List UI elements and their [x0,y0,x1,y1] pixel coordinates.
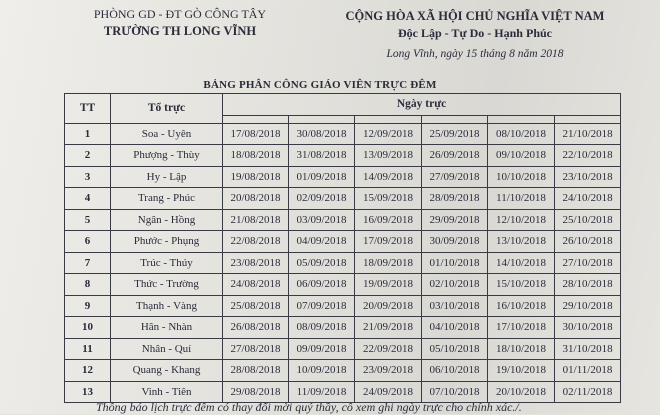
duty-date: 29/10/2018 [555,295,621,317]
duty-date: 11/10/2018 [488,188,555,210]
duty-date: 04/09/2018 [289,231,355,253]
duty-date: 18/09/2018 [355,252,422,274]
duty-date: 13/09/2018 [355,145,422,167]
duty-date: 28/08/2018 [223,360,289,382]
duty-date: 04/10/2018 [422,317,488,339]
roster-body [65,123,621,403]
table-row [65,145,621,167]
duty-date: 19/09/2018 [355,274,422,296]
duty-date: 09/10/2018 [488,145,555,167]
header-tt: TT [65,94,111,124]
duty-date: 31/10/2018 [555,338,621,360]
row-number: 1 [65,123,111,145]
table-row [65,252,621,274]
duty-date: 31/08/2018 [289,145,355,167]
row-number: 13 [65,381,111,403]
duty-date: 16/10/2018 [488,295,555,317]
duty-date: 21/09/2018 [355,317,422,339]
duty-date: 02/11/2018 [555,381,621,403]
team-name: Nhân - Quí [111,338,223,360]
duty-date: 24/10/2018 [555,188,621,210]
duty-date: 30/10/2018 [555,317,621,339]
table-row [65,166,621,188]
duty-date: 03/09/2018 [289,209,355,231]
duty-date: 24/09/2018 [355,381,422,403]
duty-date: 07/10/2018 [422,381,488,403]
team-name: Hân - Nhàn [111,317,223,339]
row-number: 7 [65,252,111,274]
row-number: 11 [65,338,111,360]
duty-date: 07/09/2018 [289,295,355,317]
team-name: Thức - Trường [111,274,223,296]
duty-date: 27/08/2018 [223,338,289,360]
duty-date: 16/09/2018 [355,209,422,231]
department-name: PHÒNG GD - ĐT GÒ CÔNG TÂY [93,7,267,21]
header-spacer [488,115,555,123]
duty-date: 20/09/2018 [355,295,422,317]
duty-date: 03/10/2018 [422,295,488,317]
duty-date: 22/09/2018 [355,338,422,360]
header-spacer [289,115,355,123]
duty-date: 15/10/2018 [488,274,555,296]
row-number: 4 [65,188,111,210]
duty-date: 24/08/2018 [223,274,289,296]
duty-date: 09/09/2018 [289,338,355,360]
table-row [65,360,621,382]
duty-date: 29/08/2018 [223,381,289,403]
duty-date: 27/09/2018 [422,166,488,188]
header-spacer [223,115,289,123]
table-row [65,295,621,317]
duty-date: 17/09/2018 [355,231,422,253]
duty-date: 12/09/2018 [355,123,422,145]
duty-date: 17/08/2018 [223,123,289,145]
duty-date: 21/10/2018 [555,123,621,145]
duty-date: 01/11/2018 [555,360,621,382]
duty-date: 26/10/2018 [555,231,621,253]
row-number: 10 [65,317,111,339]
duty-date: 23/10/2018 [555,166,621,188]
duty-date: 01/10/2018 [422,252,488,274]
national-motto: Độc Lập - Tự Do - Hạnh Phúc [397,26,552,40]
footer-note: Thông báo lịch trực đêm có thay đổi mời quý thầy, cô xem ghi ngày trực cho chính xác./. [96,400,522,414]
table-row [65,123,621,145]
school-name: TRƯỜNG TH LONG VĨNH [103,24,257,38]
table-row [65,317,621,339]
duty-date: 20/10/2018 [488,381,555,403]
duty-date: 25/08/2018 [223,295,289,317]
duty-date: 22/08/2018 [223,231,289,253]
team-name: Ngân - Hồng [111,209,223,231]
row-number: 5 [65,209,111,231]
table-row [65,188,621,210]
duty-date: 10/10/2018 [488,166,555,188]
duty-date: 05/09/2018 [289,252,355,274]
table-row [65,338,621,360]
team-name: Phượng - Thùy [111,145,223,167]
duty-date: 29/09/2018 [422,209,488,231]
duty-date: 19/08/2018 [223,166,289,188]
row-number: 12 [65,360,111,382]
duty-date: 01/09/2018 [289,166,355,188]
duty-date: 02/09/2018 [289,188,355,210]
duty-date: 18/08/2018 [223,145,289,167]
duty-date: 28/10/2018 [555,274,621,296]
header-spacer [422,115,488,123]
duty-date: 23/08/2018 [223,252,289,274]
duty-date: 19/10/2018 [488,360,555,382]
duty-date: 25/09/2018 [422,123,488,145]
team-name: Hy - Lập [111,166,223,188]
duty-date: 12/10/2018 [488,209,555,231]
duty-date: 17/10/2018 [488,317,555,339]
row-number: 3 [65,166,111,188]
team-name: Soa - Uyên [111,123,223,145]
header-team: Tổ trực [111,94,223,124]
duty-date: 05/10/2018 [422,338,488,360]
duty-date: 27/10/2018 [555,252,621,274]
team-name: Phước - Phụng [111,231,223,253]
duty-roster-table [64,93,621,403]
duty-date: 28/09/2018 [422,188,488,210]
duty-date: 13/10/2018 [488,231,555,253]
duty-date: 26/09/2018 [422,145,488,167]
duty-date: 14/09/2018 [355,166,422,188]
duty-date: 23/09/2018 [355,360,422,382]
row-number: 2 [65,145,111,167]
document-title: BẢNG PHÂN CÔNG GIÁO VIÊN TRỰC ĐÊM [203,79,437,91]
team-name: Trúc - Thúy [111,252,223,274]
letterhead-right [330,8,620,63]
table-row [65,231,621,253]
duty-date: 08/09/2018 [289,317,355,339]
duty-date: 21/08/2018 [223,209,289,231]
duty-date: 02/10/2018 [422,274,488,296]
nation-title: CỘNG HÒA XÃ HỘI CHỦ NGHĨA VIỆT NAM [345,9,605,23]
header-spacer [355,115,422,123]
row-number: 9 [65,295,111,317]
duty-date: 22/10/2018 [555,145,621,167]
row-number: 6 [65,231,111,253]
duty-date: 20/08/2018 [223,188,289,210]
duty-date: 30/09/2018 [422,231,488,253]
table-row [65,209,621,231]
header-duty-dates: Ngày trực [223,94,621,116]
duty-date: 26/08/2018 [223,317,289,339]
row-number: 8 [65,274,111,296]
duty-date: 10/09/2018 [289,360,355,382]
duty-date: 25/10/2018 [555,209,621,231]
duty-date: 11/09/2018 [289,381,355,403]
team-name: Thạnh - Vàng [111,295,223,317]
duty-date: 06/09/2018 [289,274,355,296]
header-spacer [555,115,621,123]
team-name: Trang - Phúc [111,188,223,210]
duty-date: 14/10/2018 [488,252,555,274]
duty-date: 08/10/2018 [488,123,555,145]
duty-date: 30/08/2018 [289,123,355,145]
duty-date: 06/10/2018 [422,360,488,382]
duty-date: 15/09/2018 [355,188,422,210]
place-date: Long Vĩnh, ngày 15 tháng 8 năm 2018 [386,48,564,60]
letterhead-left [70,6,290,40]
table-row [65,274,621,296]
team-name: Quang - Khang [111,360,223,382]
duty-date: 18/10/2018 [488,338,555,360]
team-name: Vinh - Tiên [111,381,223,403]
